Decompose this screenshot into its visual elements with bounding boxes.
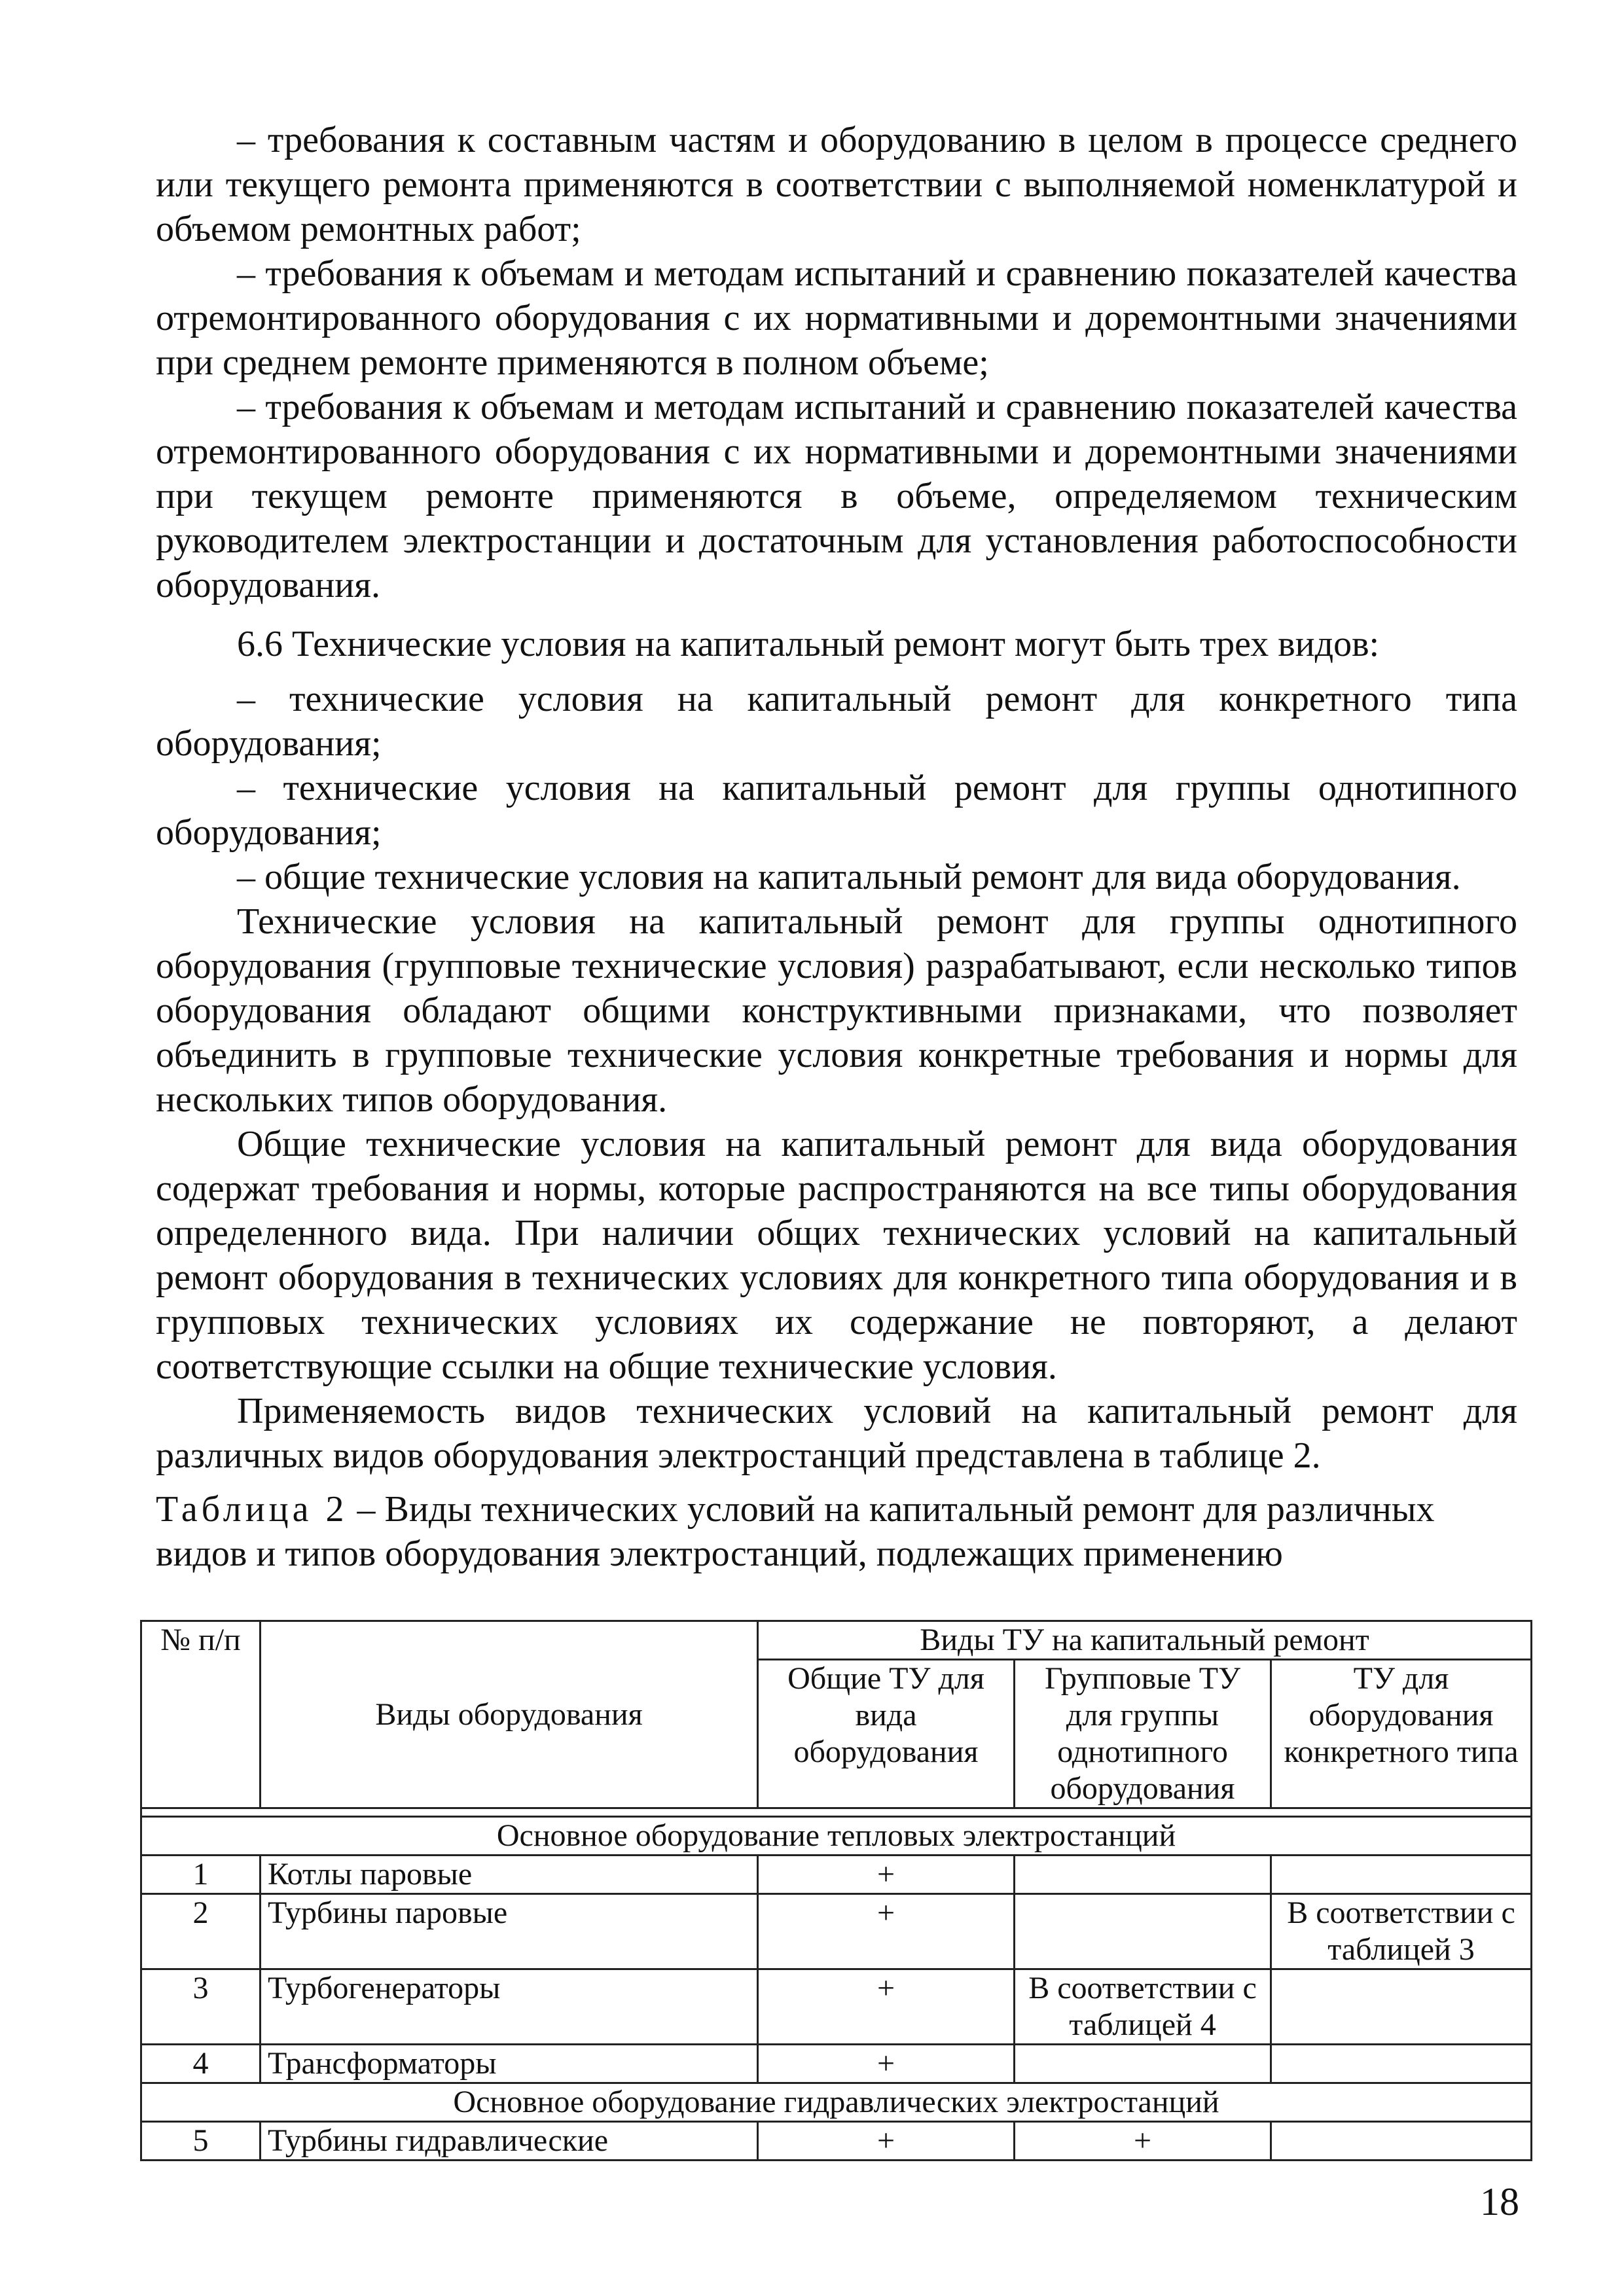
header-general: Общие ТУ для вида оборудования — [758, 1660, 1015, 1808]
cell-group — [1015, 1894, 1271, 1969]
paragraph: – технические условия на капитальный ремонт для конкретного типа оборудования; — [156, 679, 1517, 764]
header-specific: ТУ для оборудования конкретного типа — [1271, 1660, 1532, 1808]
section-row — [141, 1817, 1532, 1856]
cell-general: + — [758, 2122, 1015, 2161]
section-title: Основное оборудование тепловых электростанций — [141, 1817, 1532, 1856]
header-grouptu: Групповые ТУ для группы однотипного оборудования — [1015, 1660, 1271, 1808]
page-number: 18 — [1480, 2180, 1519, 2223]
paragraph: – технические условия на капитальный ремонт для группы однотипного оборудования; — [156, 768, 1517, 853]
cell-specific — [1271, 2122, 1532, 2161]
table-row — [141, 1969, 1532, 2045]
cell-general: + — [758, 1894, 1015, 1969]
cell-num: 1 — [141, 1856, 261, 1894]
cell-group — [1015, 2045, 1271, 2083]
table-header-row — [141, 1621, 1532, 1660]
cell-name: Турбины гидравлические — [261, 2122, 758, 2161]
cell-num: 5 — [141, 2122, 261, 2161]
caption-text: – Виды технических условий на капитальный ремонт для различных видов и типов оборудования электростанций, подлежащих применению — [156, 1489, 1435, 1574]
paragraph: 6.6 Технические условия на капитальный ремонт могут быть трех видов: — [237, 624, 1380, 664]
table-row — [141, 1856, 1532, 1894]
cell-group — [1015, 1856, 1271, 1894]
table-row — [141, 1894, 1532, 1969]
header-equipment: Виды оборудования — [261, 1621, 758, 1808]
page-body — [156, 118, 1517, 1576]
cell-name: Котлы паровые — [261, 1856, 758, 1894]
table-row — [141, 2045, 1532, 2083]
section-title: Основное оборудование гидравлических электростанций — [141, 2083, 1532, 2122]
cell-general: + — [758, 1969, 1015, 2045]
header-number: № п/п — [141, 1621, 261, 1808]
cell-specific — [1271, 1856, 1532, 1894]
caption-label: Таблица 2 — [156, 1489, 348, 1530]
paragraph: Общие технические условия на капитальный ремонт для вида оборудования содержат требования и нормы, которые распространяются на все типы оборудования определенного вида. При наличии общих технических условий на капитальный ремонт оборудования в технических условиях для конкретного типа оборудования и в групповых технических условиях их содержание не повторяют, а делают соответствующие ссылки на общие технические условия. — [156, 1124, 1517, 1387]
cell-specific — [1271, 1969, 1532, 2045]
cell-group: В соответствии с таблицей 4 — [1015, 1969, 1271, 2045]
table-caption — [156, 1487, 1517, 1576]
cell-group: + — [1015, 2122, 1271, 2161]
cell-name: Турбины паровые — [261, 1894, 758, 1969]
paragraph: Технические условия на капитальный ремонт для группы однотипного оборудования (групповые технические условия) разрабатывают, если несколько типов оборудования обладают общими конструктивными признаками, что позволяет объединить в групповые технические условия конкретные требования и нормы для нескольких типов оборудования. — [156, 901, 1517, 1120]
cell-name: Турбогенераторы — [261, 1969, 758, 2045]
paragraph: – требования к объемам и методам испытаний и сравнению показателей качества отремонтированного оборудования с их нормативными и доремонтными значениями при среднем ремонте применяются в полном объеме; — [156, 253, 1517, 383]
cell-name: Трансформаторы — [261, 2045, 758, 2083]
header-separator — [141, 1808, 1532, 1817]
section-row — [141, 2083, 1532, 2122]
cell-specific — [1271, 2045, 1532, 2083]
paragraph: – требования к объемам и методам испытаний и сравнению показателей качества отремонтированного оборудования с их нормативными и доремонтными значениями при текущем ремонте применяются в объеме, определяемом техническим руководителем электростанции и достаточным для установления работоспособности оборудования. — [156, 387, 1517, 605]
cell-specific: В соответствии с таблицей 3 — [1271, 1894, 1532, 1969]
header-tu-group: Виды ТУ на капитальный ремонт — [758, 1621, 1532, 1660]
table-row — [141, 2122, 1532, 2161]
paragraph: – общие технические условия на капитальный ремонт для вида оборудования. — [237, 857, 1461, 897]
cell-num: 2 — [141, 1894, 261, 1969]
cell-num: 3 — [141, 1969, 261, 2045]
equipment-table — [140, 1620, 1532, 2161]
paragraph: – требования к составным частям и оборудованию в целом в процессе среднего или текущего ремонта применяются в соответствии с выполняемой номенклатурой и объемом ремонтных работ; — [156, 120, 1517, 249]
paragraph: Применяемость видов технических условий на капитальный ремонт для различных видов оборудования электростанций представлена в таблице 2. — [156, 1391, 1517, 1476]
cell-general: + — [758, 2045, 1015, 2083]
cell-general: + — [758, 1856, 1015, 1894]
cell-num: 4 — [141, 2045, 261, 2083]
